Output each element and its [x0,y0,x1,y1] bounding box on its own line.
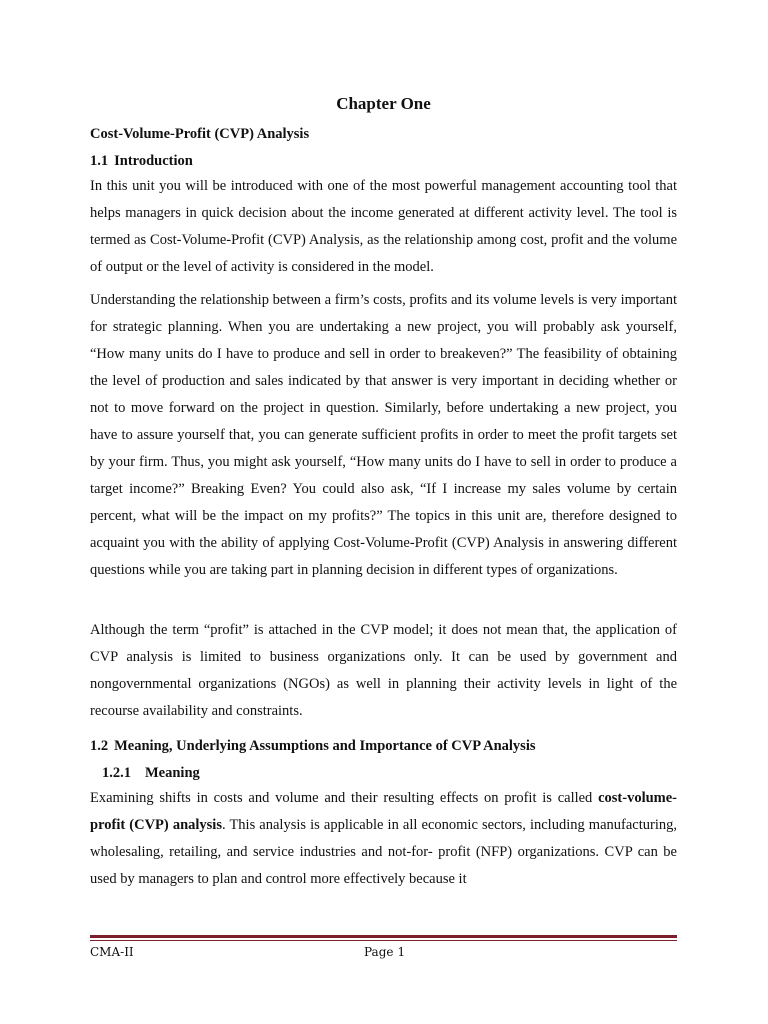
section-title: Meaning, Underlying Assumptions and Importance of CVP Analysis [114,738,536,754]
section-number: 1.1 [90,153,109,169]
paragraph-text: Examining shifts in costs and volume and their resulting effects on profit is called [90,790,599,806]
footer-page-number [364,944,405,960]
page-label: Page [364,945,394,959]
defined-term: cost-volume-profit (CVP) analysis [90,790,677,833]
footer-course-label: CMA-II [90,945,134,959]
document-page [90,0,677,1024]
section-heading-introduction [90,151,193,171]
subsection-number: 1.2.1 [102,765,131,781]
document-subtitle: Cost-Volume-Profit (CVP) Analysis [90,126,310,142]
chapter-title: Chapter One [336,94,431,113]
footer-rule-thin [90,940,677,941]
footer-rule-thick [90,935,677,938]
paragraph-cvp-definition [90,785,677,893]
subsection-title: Meaning [145,765,200,781]
paragraph-strategic-planning: Understanding the relationship between a firm’s costs, profits and its volume levels is very important for strategic planning. When you are undertaking a new project, you will probably ask yourself, “How many units do I have to produce and sell in order to breakeven?” The feasibility of obtaining the level of production and sales indicated by that answer is very important in deciding whether or not to move forward on the project in question. Similarly, before undertaking a new project, you have to assure yourself that, you can generate sufficient profits in order to meet the profit targets set by your firm. Thus, you might ask yourself, “How many units do I have to sell in order to produce a target income?” Breaking Even? You could also ask, “If I increase my sales volume by certain percent, what will be the impact on my profits?” The topics in this unit are, therefore designed to acquaint you with the ability of applying Cost-Volume-Profit (CVP) Analysis in answering different questions while you are taking part in planning decision in different types of organizations. [90,292,677,578]
paragraph-profit-term: Although the term “profit” is attached in the CVP model; it does not mean that, the application of CVP analysis is limited to business organizations only. It can be used by government and nongovernmental organizations (NGOs) as well in planning their activity levels in light of the recourse availability and constraints. [90,622,677,719]
paragraph-text: . This analysis is applicable in all economic sectors, including manufacturing, wholesaling, retailing, and service industries and not-for- profit (NFP) organizations. CVP can be used by managers to plan and control more effectively because it [90,817,677,887]
subsection-heading-meaning [102,763,200,783]
section-title: Introduction [114,153,193,169]
section-heading-meaning-assumptions [90,736,536,756]
section-number: 1.2 [90,738,109,754]
page-number: 1 [397,945,406,959]
paragraph-intro: In this unit you will be introduced with one of the most powerful management accounting tool that helps managers in quick decision about the income generated at different activity level. The tool is termed as Cost-Volume-Profit (CVP) Analysis, as the relationship among cost, profit and the volume of output or the level of activity is considered in the model. [90,178,677,275]
